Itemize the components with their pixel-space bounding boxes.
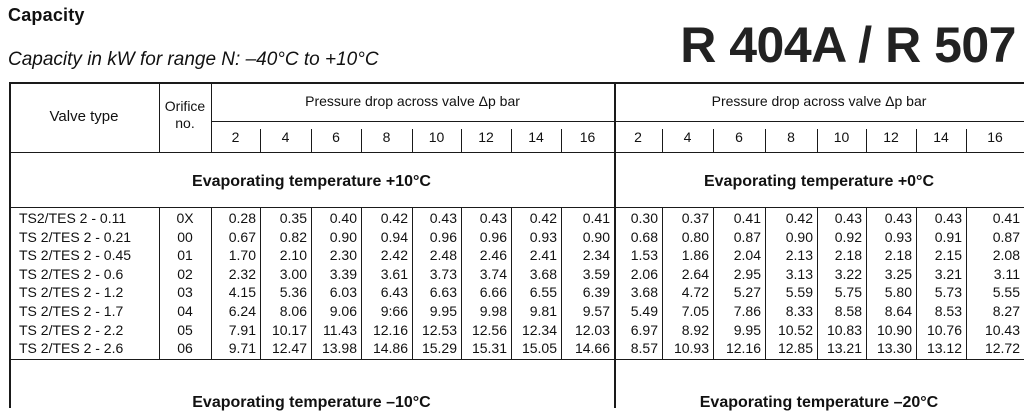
section-title-right: Evaporating temperature +0°C [703,173,935,190]
pressure-value-right: 14 [933,129,949,145]
capacity-cell-left: 3.00 [279,265,307,282]
capacity-cell-right: 2.18 [884,247,912,264]
capacity-cell-right: 2.04 [733,247,761,264]
capacity-cell-right: 0.43 [884,210,912,226]
capacity-cell-right: 0.80 [681,228,709,245]
pressure-value-left: 2 [231,129,240,145]
capacity-cell-left: 10.17 [271,321,307,338]
valve-type-header: Valve type [49,108,119,125]
capacity-cell-left: 12.03 [574,321,610,338]
capacity-cell-right: 0.30 [630,210,658,226]
pressure-header-left: Pressure drop across valve Δp bar [305,93,520,109]
capacity-cell-left: 8.06 [279,303,307,319]
valve-type-cell: TS 2/TES 2 - 2.6 [19,340,124,357]
pressure-value-left: 4 [281,129,290,145]
capacity-cell-right: 0.41 [733,210,761,226]
capacity-cell-right: 2.64 [681,265,709,282]
capacity-cell-right: 10.93 [673,340,709,357]
valve-type-cell: TS 2/TES 2 - 0.21 [19,228,132,245]
capacity-cell-left: 3.74 [479,265,507,282]
capacity-cell-right: 4.72 [681,284,709,301]
valve-type-cell: TS 2/TES 2 - 1.7 [19,303,124,319]
pressure-value-left: 8 [382,129,391,145]
capacity-cell-left: 2.46 [479,247,507,264]
capacity-cell-left: 3.59 [582,265,610,282]
capacity-cell-left: 0.43 [479,210,507,226]
header-bottom-rule [9,152,1024,153]
capacity-cell-left: 12.53 [421,321,457,338]
valve-type-cell: TS 2/TES 2 - 0.6 [19,265,124,282]
capacity-cell-right: 8.53 [934,303,962,319]
capacity-cell-right: 8.92 [681,321,709,338]
capacity-cell-right: 10.43 [984,321,1020,338]
capacity-cell-left: 6.39 [582,284,610,301]
capacity-cell-right: 10.76 [926,321,962,338]
capacity-cell-left: 0.35 [279,210,307,226]
pressure-value-right: 10 [833,129,850,145]
capacity-cell-right: 2.08 [992,247,1020,264]
capacity-cell-left: 11.43 [323,321,357,338]
capacity-cell-left: 2.10 [279,247,307,264]
pressure-value-left: 16 [579,129,596,145]
capacity-cell-left: 2.32 [228,265,256,282]
section-title-right: Evaporating temperature –20°C [699,394,939,411]
capacity-cell-left: 6.03 [329,284,357,301]
capacity-cell-right: 6.97 [630,321,658,338]
capacity-cell-right: 0.90 [785,228,813,245]
capacity-cell-left: 7.91 [228,321,256,338]
capacity-cell-right: 0.37 [681,210,709,226]
capacity-cell-left: 9.57 [582,303,610,319]
capacity-cell-left: 1.70 [228,247,256,264]
capacity-cell-right: 13.12 [926,340,962,357]
capacity-cell-left: 0.90 [582,228,610,245]
capacity-cell-left: 6.66 [479,284,507,301]
capacity-cell-left: 9.71 [228,340,256,357]
pressure-header-rule [211,121,1024,122]
capacity-cell-right: 5.49 [630,303,658,319]
capacity-cell-right: 3.21 [934,265,962,282]
capacity-cell-left: 9.06 [329,303,357,319]
capacity-cell-left: 0.43 [429,210,457,226]
data-top-rule [9,207,1024,208]
capacity-cell-left: 3.39 [329,265,357,282]
capacity-cell-right: 3.11 [993,265,1020,282]
capacity-cell-left: 0.90 [329,228,357,245]
capacity-cell-left: 14.66 [574,340,610,357]
capacity-cell-left: 3.73 [429,265,457,282]
capacity-cell-left: 6.43 [380,284,408,301]
capacity-cell-right: 5.75 [834,284,862,301]
pressure-value-left: 12 [478,129,494,145]
capacity-cell-right: 8.64 [884,303,912,319]
capacity-cell-right: 5.55 [992,284,1020,301]
orifice-cell: 0X [176,210,194,226]
capacity-cell-right: 12.16 [725,340,761,357]
capacity-cell-right: 3.22 [834,265,862,282]
capacity-cell-right: 2.13 [785,247,813,264]
capacity-cell-left: 6.63 [429,284,457,301]
capacity-cell-right: 8.57 [630,340,658,357]
capacity-cell-left: 2.48 [429,247,457,264]
capacity-cell-right: 0.87 [992,228,1020,245]
capacity-cell-left: 0.94 [380,228,408,245]
valve-type-cell: TS 2/TES 2 - 0.45 [19,247,132,264]
pressure-header-right: Pressure drop across valve Δp bar [711,93,927,109]
capacity-cell-left: 0.96 [479,228,507,245]
capacity-cell-right: 2.95 [733,265,761,282]
capacity-cell-right: 12.85 [777,340,813,357]
table-top-border [9,82,1024,84]
pressure-value-right: 16 [987,129,1003,145]
capacity-cell-right: 10.83 [826,321,862,338]
orifice-cell: 01 [177,247,193,264]
capacity-cell-left: 0.28 [228,210,256,226]
orifice-cell: 05 [177,321,193,338]
pressure-value-right: 2 [634,129,642,145]
capacity-cell-left: 15.29 [421,340,457,357]
capacity-cell-left: 15.31 [471,340,507,357]
capacity-cell-left: 3.68 [529,265,557,282]
capacity-cell-left: 0.41 [582,210,610,226]
capacity-cell-right: 10.52 [777,321,813,338]
capacity-cell-right: 10.90 [876,321,912,338]
capacity-cell-right: 9.95 [733,321,761,338]
capacity-cell-left: 2.42 [380,247,408,264]
pressure-value-left: 14 [528,129,544,145]
capacity-cell-right: 2.06 [630,265,658,282]
capacity-cell-right: 7.86 [733,303,761,319]
section-title-left: Evaporating temperature +10°C [192,173,431,190]
capacity-cell-left: 5.36 [279,284,307,301]
capacity-cell-right: 0.68 [630,228,658,245]
data-bottom-rule [9,359,1024,360]
capacity-cell-left: 0.96 [429,228,457,245]
capacity-cell-right: 5.59 [785,284,813,301]
pressure-value-right: 8 [787,129,795,145]
pressure-value-right: 12 [883,129,899,145]
pressure-value-left: 6 [332,129,340,145]
capacity-cell-left: 13.98 [321,340,357,357]
capacity-cell-left: 12.47 [271,340,307,357]
capacity-cell-left: 3.61 [380,265,408,282]
capacity-cell-right: 3.68 [630,284,658,301]
valve-type-cell: TS2/TES 2 - 0.11 [19,210,127,226]
orifice-cell: 00 [177,228,193,245]
orifice-cell: 06 [177,340,193,357]
capacity-cell-left: 4.15 [228,284,256,301]
capacity-cell-left: 0.93 [529,228,557,245]
capacity-cell-left: 2.30 [329,247,357,264]
capacity-cell-left: 12.34 [521,321,557,338]
capacity-cell-right: 3.13 [785,265,813,282]
capacity-cell-left: 12.16 [372,321,408,338]
capacity-cell-left: 2.41 [529,247,557,264]
refrigerant-label: R 404A / R 507 [680,17,1016,73]
capacity-cell-right: 12.72 [984,340,1020,357]
capacity-cell-left: 12.56 [471,321,507,338]
capacity-cell-left: 0.42 [380,210,408,226]
capacity-cell-left: 0.67 [228,228,256,245]
capacity-cell-right: 7.05 [681,303,709,319]
capacity-cell-left: 15.05 [521,340,557,357]
capacity-cell-right: 13.30 [876,340,912,357]
orifice-cell: 03 [177,284,193,301]
capacity-cell-right: 5.80 [884,284,912,301]
capacity-cell-right: 8.27 [992,303,1020,319]
capacity-cell-right: 0.92 [834,228,862,245]
capacity-cell-right: 0.91 [934,228,962,245]
capacity-cell-right: 1.53 [630,247,658,264]
orifice-cell: 02 [177,265,193,282]
pressure-value-left: 10 [428,129,445,145]
capacity-cell-left: 9:66 [380,303,408,319]
capacity-cell-left: 0.40 [329,210,357,226]
orifice-header-no: no. [175,115,195,131]
page-subtitle: Capacity in kW for range N: –40°C to +10°C [8,49,379,70]
capacity-cell-right: 0.43 [834,210,862,226]
page-title: Capacity [8,5,85,25]
capacity-cell-left: 0.42 [529,210,557,226]
capacity-cell-right: 8.33 [785,303,813,319]
capacity-cell-right: 5.73 [934,284,962,301]
capacity-cell-left: 6.55 [529,284,557,301]
capacity-cell-right: 0.43 [934,210,962,226]
capacity-cell-left: 2.34 [582,247,610,264]
section-title-left: Evaporating temperature –10°C [192,394,431,411]
pressure-value-right: 4 [683,129,692,145]
orifice-cell: 04 [177,303,193,319]
capacity-cell-left: 14.86 [372,340,408,357]
capacity-cell-right: 0.42 [785,210,813,226]
capacity-cell-right: 2.18 [834,247,862,264]
valve-type-cell: TS 2/TES 2 - 2.2 [19,321,124,338]
orifice-header: Orifice [164,98,206,114]
capacity-cell-right: 8.58 [834,303,862,319]
capacity-cell-right: 5.27 [733,284,761,301]
capacity-cell-right: 13.21 [826,340,862,357]
capacity-cell-right: 0.93 [884,228,912,245]
pressure-value-right: 6 [735,129,743,145]
capacity-cell-right: 2.15 [934,247,962,264]
capacity-cell-left: 9.95 [429,303,457,319]
capacity-cell-left: 0.82 [279,228,307,245]
capacity-cell-right: 1.86 [681,247,709,264]
capacity-cell-right: 0.41 [992,210,1020,226]
capacity-cell-left: 9.98 [479,303,507,319]
capacity-cell-right: 3.25 [884,265,912,282]
capacity-cell-right: 0.87 [733,228,761,245]
capacity-cell-left: 6.24 [228,303,256,319]
valve-type-cell: TS 2/TES 2 - 1.2 [19,284,124,301]
capacity-cell-left: 9.81 [529,303,557,319]
